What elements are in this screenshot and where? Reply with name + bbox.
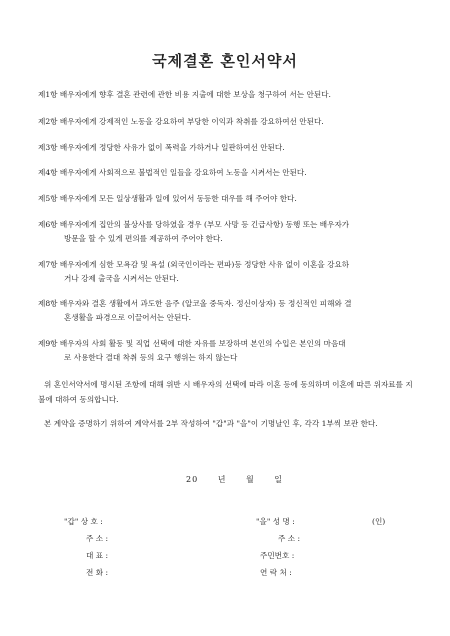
- clause-line-continued: 혼생활을 파경으로 이끌어서는 안된다.: [64, 313, 192, 322]
- clause-4: [38, 166, 418, 180]
- clause-line: 제2항 배우자에게 강제적인 노동을 강요하여 부당한 이익과 착취를 강요하여선 안된다.: [38, 117, 324, 126]
- clause-line-continued: 로 사용한다 결대 착취 등의 요구 행위는 하지 않는다: [64, 353, 238, 362]
- clause-2: [38, 115, 418, 129]
- clause-line: 제1항 배우자에게 향후 결혼 관련에 관한 비용 지출에 대한 보상을 청구하여 서는 안된다.: [38, 90, 331, 99]
- party-b-address-label: 주 소 :: [278, 534, 301, 543]
- party-a-rep-label: 대 표 :: [86, 551, 109, 560]
- clause-line: 제5항 배우자에게 모든 일상생활과 일에 있어서 동등한 대우를 해 주어야 한다.: [38, 194, 297, 203]
- document-title: 국제결혼 혼인서약서: [152, 52, 298, 70]
- date-year: 년: [217, 475, 227, 484]
- party-b-id-label: 주민번호 :: [260, 551, 295, 560]
- clause-line: 제8항 배우자와 결혼 생활에서 과도한 음주 (알코올 중독자. 정신이상자) 등 정신적인 피해와 결: [38, 299, 352, 308]
- party-a-address-label: 주 소 :: [86, 534, 109, 543]
- date-year-prefix: 20: [186, 475, 199, 484]
- agreement-paragraph: 위 혼인서약서에 명시된 조항에 대해 위반 시 배우자의 선택에 따라 이혼 등에 동의하며 이혼에 따른 위자료를 지불에 대하여 동의합니다.: [38, 380, 413, 404]
- clause-line: 제9항 배우자의 사회 활동 및 직업 선택에 대한 자유를 보장하며 본인의 수입은 본인의 마음대: [38, 339, 346, 348]
- party-b-seal: (인): [372, 517, 386, 526]
- clause-1: [38, 88, 418, 102]
- clause-9: [38, 337, 418, 365]
- clause-5: [38, 192, 418, 206]
- date-line: [186, 474, 299, 485]
- party-b-contact-label: 연 락 처 :: [260, 568, 292, 577]
- clause-line-continued: 거나 강제 출국을 시켜서는 안된다.: [64, 274, 179, 283]
- clause-line-continued: 방문을 할 수 있게 편의를 제공하여 주어야 한다.: [64, 234, 223, 243]
- clause-line: 제4항 배우자에게 사회적으로 불법적인 일들을 강요하여 노동을 시켜서는 안된다.: [38, 168, 307, 177]
- clause-3: [38, 141, 418, 155]
- clause-6: [38, 218, 418, 246]
- clause-8: [38, 297, 418, 325]
- party-a-phone-label: 전 화 :: [86, 568, 109, 577]
- date-day: 일: [274, 475, 284, 484]
- clause-line: 제6항 배우자에게 집안의 불상사를 당하였을 경우 (부모 사망 등 긴급사항) 동행 또는 배우자가: [38, 220, 350, 229]
- clause-7: [38, 258, 418, 286]
- clause-line: 제3항 배우자에게 정당한 사유가 없이 폭력을 가하거나 일판하여선 안된다.: [38, 143, 285, 152]
- party-a-name-label: "갑" 상 호 :: [64, 517, 103, 526]
- party-b-name-label: "을" 성 명 :: [256, 517, 295, 526]
- date-month: 월: [246, 475, 255, 484]
- clause-line: 제7항 배우자에게 심한 모욕감 및 욕설 (외국인이라는 편파)등 정당한 사유 없이 이혼을 강요하: [38, 260, 350, 269]
- copies-paragraph: 본 계약을 증명하기 위하여 계약서를 2부 작성하여 "갑"과 "을"이 기명날인 후, 각각 1부씩 보관 한다.: [44, 419, 378, 428]
